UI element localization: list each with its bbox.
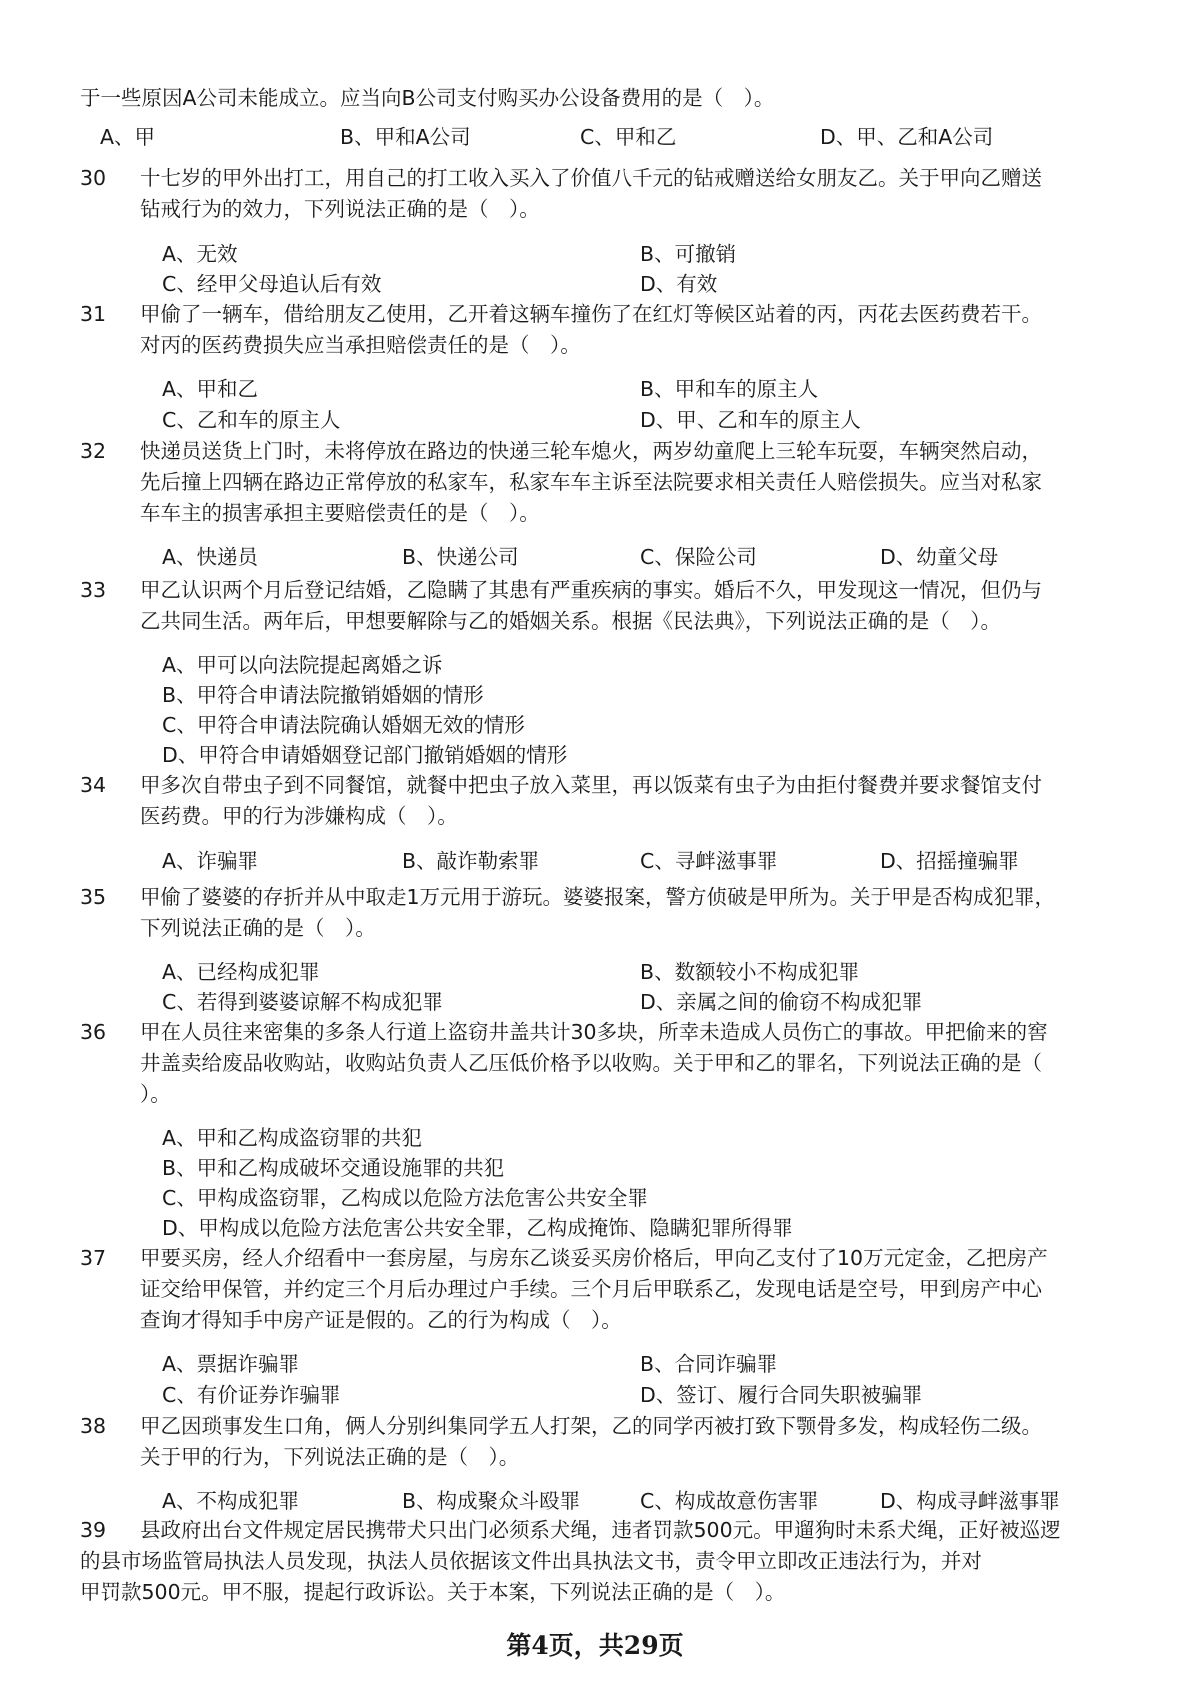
option-c: C、甲符合申请法院确认婚姻无效的情形	[162, 713, 525, 737]
option-c: C、有价证券诈骗罪	[162, 1383, 341, 1407]
intro-option-d: D、甲、乙和A公司	[820, 125, 994, 149]
option-a: A、诈骗罪	[162, 849, 259, 873]
option-b: B、合同诈骗罪	[640, 1352, 778, 1376]
question-number: 35	[80, 885, 107, 909]
option-c: C、甲构成盗窃罪，乙构成以危险方法危害公共安全罪	[162, 1186, 648, 1210]
option-a: A、已经构成犯罪	[162, 960, 320, 984]
option-c: C、寻衅滋事罪	[640, 849, 778, 873]
question-text-line: 关于甲的行为，下列说法正确的是（ ）。	[140, 1445, 520, 1469]
question-text-line: 甲偷了一辆车，借给朋友乙使用，乙开着这辆车撞伤了在红灯等候区站着的丙，丙花去医药费若干。	[140, 302, 1042, 326]
question-text-line: 县政府出台文件规定居民携带犬只出门必须系犬绳，违者罚款500元。甲遛狗时未系犬绳，正好被巡逻	[140, 1518, 1061, 1542]
option-b: B、可撤销	[640, 242, 737, 266]
option-d: D、构成寻衅滋事罪	[880, 1489, 1060, 1513]
option-d: D、幼童父母	[880, 545, 999, 569]
option-a: A、不构成犯罪	[162, 1489, 300, 1513]
option-b: B、数额较小不构成犯罪	[640, 960, 860, 984]
option-b: B、快递公司	[402, 545, 519, 569]
question-number: 32	[80, 439, 107, 463]
option-d: D、签订、履行合同失职被骗罪	[640, 1383, 923, 1407]
question-text-line: 甲多次自带虫子到不同餐馆，就餐中把虫子放入菜里，再以饭菜有虫子为由拒付餐费并要求餐馆支付	[140, 773, 1042, 797]
option-a: A、票据诈骗罪	[162, 1352, 300, 1376]
question-text-line: 的县市场监管局执法人员发现，执法人员依据该文件出具执法文书，责令甲立即改正违法行为，并对	[80, 1549, 982, 1573]
option-d: D、招摇撞骗罪	[880, 849, 1019, 873]
question-text-line: 钻戒行为的效力，下列说法正确的是（ ）。	[140, 197, 540, 221]
option-d: D、甲构成以危险方法危害公共安全罪，乙构成掩饰、隐瞒犯罪所得罪	[162, 1216, 793, 1240]
question-text-line: 查询才得知手中房产证是假的。乙的行为构成（ ）。	[140, 1308, 622, 1332]
option-b: B、甲和车的原主人	[640, 377, 819, 401]
question-text-line: 甲乙因琐事发生口角，俩人分别纠集同学五人打架，乙的同学丙被打致下颚骨多发，构成轻伤二级。	[140, 1414, 1042, 1438]
question-text-line: 甲在人员往来密集的多条人行道上盗窃井盖共计30多块，所幸未造成人员伤亡的事故。甲把偷来的窖	[140, 1020, 1048, 1044]
option-c: C、经甲父母追认后有效	[162, 272, 382, 296]
question-text-line: 甲偷了婆婆的存折并从中取走1万元用于游玩。婆婆报案，警方侦破是甲所为。关于甲是否构成犯罪，	[140, 885, 1056, 909]
question-number: 38	[80, 1414, 107, 1438]
question-text-line: 医药费。甲的行为涉嫌构成（ ）。	[140, 804, 458, 828]
option-c: C、若得到婆婆谅解不构成犯罪	[162, 990, 443, 1014]
question-text-line: 证交给甲保管，并约定三个月后办理过户手续。三个月后甲联系乙，发现电话是空号，甲到房产中心	[140, 1277, 1042, 1301]
intro-option-c: C、甲和乙	[580, 125, 677, 149]
option-a: A、快递员	[162, 545, 259, 569]
option-d: D、有效	[640, 272, 718, 296]
question-number: 31	[80, 302, 107, 326]
option-d: D、甲符合申请婚姻登记部门撤销婚姻的情形	[162, 743, 568, 767]
question-number: 30	[80, 166, 107, 190]
option-d: D、甲、乙和车的原主人	[640, 408, 861, 432]
question-number: 36	[80, 1020, 107, 1044]
option-c: C、乙和车的原主人	[162, 408, 341, 432]
page-footer: 第4页，共29页	[506, 1631, 684, 1660]
question-text-line: 甲乙认识两个月后登记结婚，乙隐瞒了其患有严重疾病的事实。婚后不久，甲发现这一情况，但仍与	[140, 578, 1042, 602]
question-text-line: 对丙的医药费损失应当承担赔偿责任的是（ ）。	[140, 333, 581, 357]
question-number: 34	[80, 773, 107, 797]
question-text-line: 十七岁的甲外出打工，用自己的打工收入买入了价值八千元的钻戒赠送给女朋友乙。关于甲向乙赠送	[140, 166, 1042, 190]
question-text-line: 下列说法正确的是（ ）。	[140, 916, 376, 940]
option-c: C、构成故意伤害罪	[640, 1489, 819, 1513]
option-d: D、亲属之间的偷窃不构成犯罪	[640, 990, 923, 1014]
option-b: B、甲和乙构成破坏交通设施罪的共犯	[162, 1156, 505, 1180]
option-b: B、构成聚众斗殴罪	[402, 1489, 581, 1513]
option-a: A、甲和乙构成盗窃罪的共犯	[162, 1126, 423, 1150]
intro-option-b: B、甲和A公司	[340, 125, 471, 149]
question-number: 37	[80, 1246, 107, 1270]
option-b: B、敲诈勒索罪	[402, 849, 540, 873]
question-text-line: 快递员送货上门时，未将停放在路边的快递三轮车熄火，两岁幼童爬上三轮车玩耍，车辆突然启动，	[140, 439, 1042, 463]
question-text-line: 甲要买房，经人介绍看中一套房屋，与房东乙谈妥买房价格后，甲向乙支付了10万元定金，乙把房产	[140, 1246, 1048, 1270]
question-text-line: 先后撞上四辆在路边正常停放的私家车，私家车车主诉至法院要求相关责任人赔偿损失。应当对私家	[140, 470, 1042, 494]
question-text-line: 井盖卖给废品收购站，收购站负责人乙压低价格予以收购。关于甲和乙的罪名，下列说法正确的是（	[140, 1051, 1042, 1075]
question-text-line: 甲罚款500元。甲不服，提起行政诉讼。关于本案，下列说法正确的是（ ）。	[80, 1580, 786, 1604]
question-text-line: 车车主的损害承担主要赔偿责任的是（ ）。	[140, 501, 540, 525]
option-c: C、保险公司	[640, 545, 757, 569]
option-a: A、无效	[162, 242, 238, 266]
question-number: 39	[80, 1518, 107, 1542]
intro-option-a: A、甲	[100, 125, 156, 149]
intro-text: 于一些原因A公司未能成立。应当向B公司支付购买办公设备费用的是（ ）。	[80, 86, 775, 110]
question-text-line: 乙共同生活。两年后，甲想要解除与乙的婚姻关系。根据《民法典》，下列说法正确的是（ ）。	[140, 609, 1001, 633]
option-a: A、甲可以向法院提起离婚之诉	[162, 653, 443, 677]
question-number: 33	[80, 578, 107, 602]
option-a: A、甲和乙	[162, 377, 259, 401]
option-b: B、甲符合申请法院撤销婚姻的情形	[162, 683, 484, 707]
question-text-line: ）。	[140, 1082, 171, 1106]
